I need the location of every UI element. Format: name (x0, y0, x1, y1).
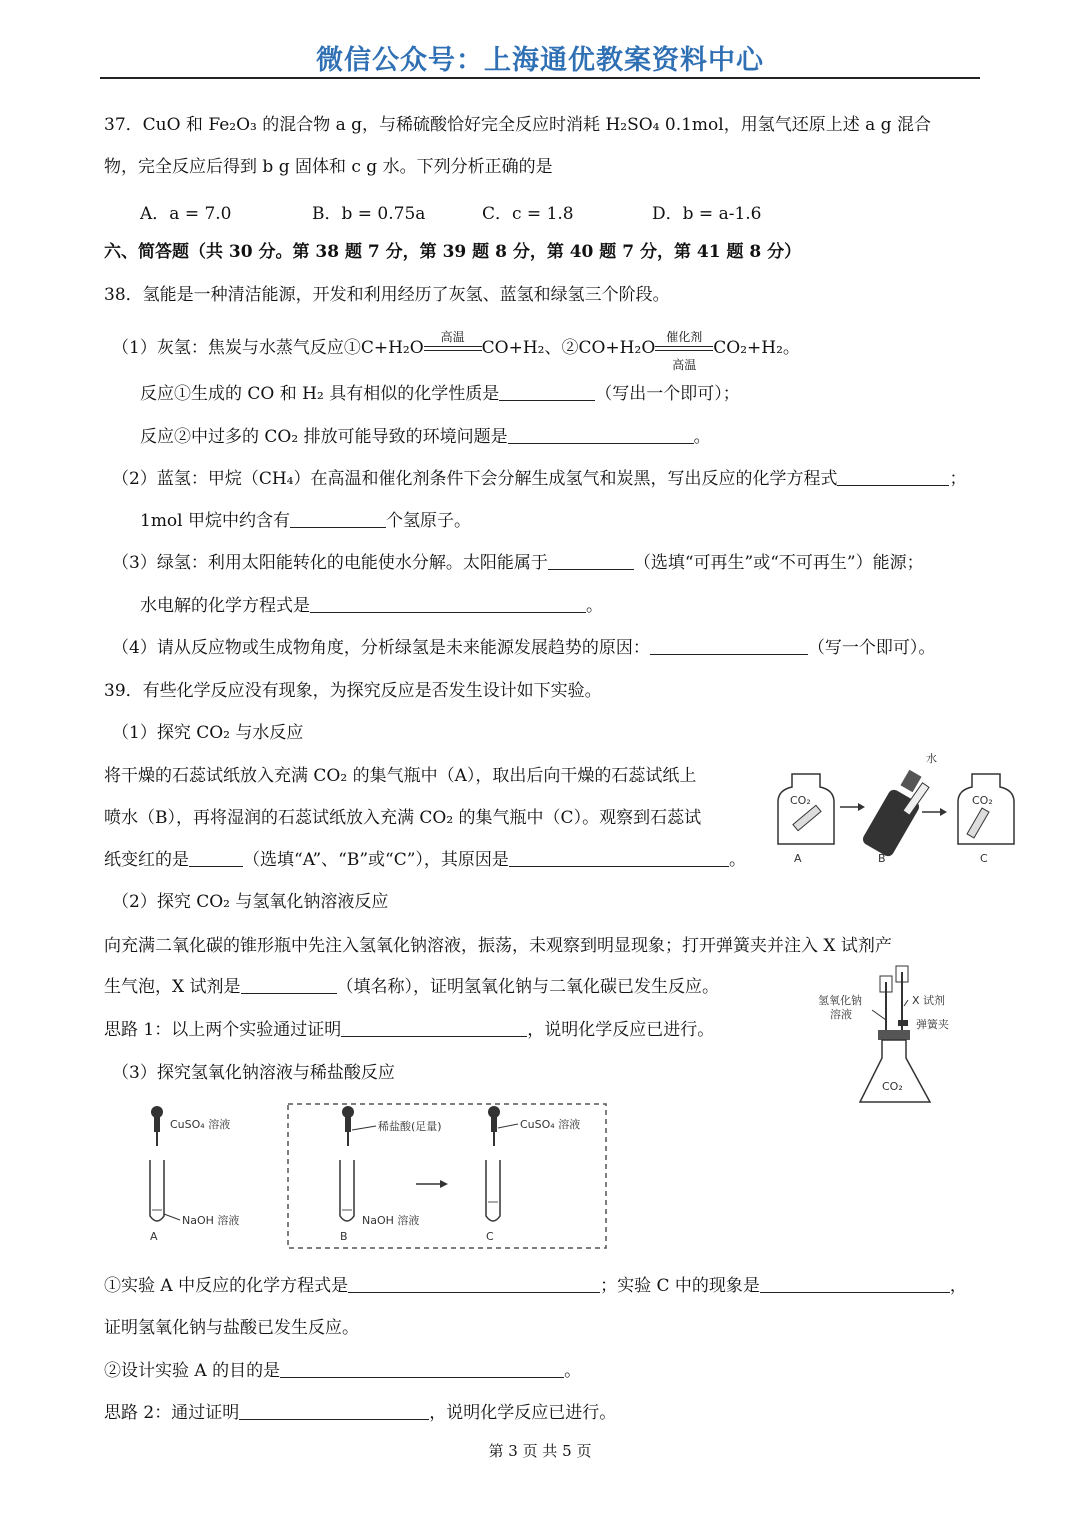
answer-blank[interactable] (650, 638, 808, 655)
condition-2-top: 催化剂 (666, 329, 703, 344)
spray-bottle (861, 752, 937, 858)
water-label: 水 (926, 752, 937, 765)
answer-blank[interactable] (548, 553, 634, 570)
figure-naoh-hcl-experiment (140, 1098, 620, 1253)
cuso4-pointer-c (498, 1124, 518, 1128)
q38-p1-suffix: CO₂+H₂。 (713, 338, 800, 358)
test-tube-a (150, 1160, 164, 1221)
q39-s3q1-tail: ， (949, 1276, 967, 1296)
test-tube-c-setup (486, 1106, 580, 1243)
label-b: B (878, 852, 886, 865)
q38-part2-b (140, 509, 471, 533)
dropper-a-body (154, 1116, 160, 1132)
q39-idea2-text: 思路 2：通过证明 (104, 1403, 240, 1423)
answer-blank[interactable] (280, 1361, 564, 1378)
q39-idea1-text: 思路 1：以上两个实验通过证明 (104, 1020, 342, 1040)
q39-idea1 (104, 1018, 714, 1042)
spring-clip (898, 1020, 908, 1026)
cuso4-label-c: CuSO₄ 溶液 (520, 1118, 581, 1131)
test-tube-b (340, 1160, 354, 1221)
q39-s2-tail: （填名称），证明氢氧化钠与二氧化碳已发生反应。 (336, 977, 720, 997)
naoh-label-a: NaOH 溶液 (182, 1214, 240, 1227)
q38-part3 (112, 551, 924, 575)
q38-part2 (112, 467, 966, 491)
q38-p2b-text: 1mol 甲烷中约含有 (140, 511, 291, 531)
q39-s2-text: 生气泡，X 试剂是 (104, 977, 241, 997)
q39-s3q1-text: ①实验 A 中反应的化学方程式是 (104, 1276, 349, 1296)
figure-naoh-co2-flask (812, 962, 982, 1112)
bottle-c-co2-label: CO₂ (972, 794, 993, 807)
q38-part1-equations (112, 329, 800, 372)
rubber-stopper (878, 1030, 910, 1040)
page-footer: 第 3 页 共 5 页 (488, 1442, 592, 1460)
naoh-pointer (872, 1010, 886, 1020)
q38-part3-b (140, 594, 603, 618)
q39-s1-mid: （选填“A”、“B”或“C”），其原因是 (243, 850, 509, 870)
x-pointer (904, 1000, 908, 1006)
answer-blank[interactable] (290, 511, 386, 528)
x-reagent-label: X 试剂 (912, 994, 946, 1007)
q39-s1-tail: 。 (728, 850, 746, 870)
answer-blank[interactable] (341, 1020, 527, 1037)
q38-p3-text: （3）绿氢：利用太阳能转化的电能使水分解。太阳能属于 (112, 553, 548, 573)
q38-p1a-text: 反应①生成的 CO 和 H₂ 具有相似的化学性质是 (140, 384, 500, 404)
flask-co2-label: CO₂ (882, 1080, 903, 1093)
litmus-paper-a (793, 805, 821, 830)
naoh-label-line2: 溶液 (830, 1008, 852, 1021)
label-tube-c: C (486, 1230, 494, 1243)
hcl-label: 稀盐酸(足量) (378, 1120, 442, 1133)
condition-arrow-1 (424, 329, 482, 358)
q39-idea1-tail: ，说明化学反应已进行。 (527, 1020, 715, 1040)
q39-sub3-q1-line2: 证明氢氧化钠与盐酸已发生反应。 (104, 1318, 359, 1338)
q37-option-b: B．b = 0.75a (312, 204, 426, 224)
litmus-paper-c (967, 808, 989, 838)
q38-p1-mid: CO+H₂、②CO+H₂O (481, 338, 656, 358)
test-tube-a-setup (150, 1106, 239, 1243)
answer-blank[interactable] (508, 427, 694, 444)
q39-sub1-line1: 将干燥的石蕊试纸放入充满 CO₂ 的集气瓶中（A），取出后向干燥的石蕊试纸上 (104, 766, 697, 786)
q38-p1-prefix: （1）灰氢：焦炭与水蒸气反应①C+H₂O (112, 338, 424, 358)
answer-blank[interactable] (837, 469, 949, 486)
q38-p1b-tail: 。 (693, 427, 711, 447)
header-rule (100, 77, 980, 79)
q39-sub2-title: （2）探究 CO₂ 与氢氧化钠溶液反应 (112, 892, 389, 912)
page-header-title: 微信公众号：上海通优教案资料中心 (316, 45, 764, 76)
q37-option-a: A．a = 7.0 (140, 204, 232, 224)
answer-blank[interactable] (241, 977, 337, 994)
q37-line1: 37．CuO 和 Fe₂O₃ 的混合物 a g，与稀硫酸恰好完全反应时消耗 H₂SO₄ 0.1mol，用氢气还原上述 a g 混合 (104, 115, 931, 135)
q39-sub2-line1: 向充满二氧化碳的锥形瓶中先注入氢氧化钠溶液，振荡，未观察到明显现象；打开弹簧夹并注入 X 试剂产 (104, 936, 892, 956)
q39-s1-text: 纸变红的是 (104, 850, 189, 870)
q38-p1a-tail: （写出一个即可）； (595, 384, 740, 404)
spring-clip-label: 弹簧夹 (916, 1018, 949, 1031)
q39-s3q2-text: ②设计实验 A 的目的是 (104, 1361, 281, 1381)
cuso4-label-a: CuSO₄ 溶液 (170, 1118, 231, 1131)
condition-1-top: 高温 (440, 329, 465, 344)
q38-part4 (112, 636, 935, 660)
q38-p2-text: （2）蓝氢：甲烷（CH₄）在高温和催化剂条件下会分解生成氢气和炭黑，写出反应的化学方程式 (112, 469, 838, 489)
q38-intro: 38．氢能是一种清洁能源，开发和利用经历了灰氢、蓝氢和绿氢三个阶段。 (104, 285, 670, 305)
answer-blank[interactable] (499, 384, 595, 401)
q37-option-c: C．c = 1.8 (482, 204, 574, 224)
q39-sub3-q2 (104, 1359, 581, 1383)
gas-bottle-a (778, 774, 834, 844)
q39-idea2-tail: ，说明化学反应已进行。 (429, 1403, 617, 1423)
q39-s3q1-mid: ；实验 C 中的现象是 (600, 1276, 760, 1296)
q39-sub2-line2 (104, 975, 719, 999)
condition-arrow-2 (655, 329, 713, 372)
section-6-title: 六、简答题（共 30 分。第 38 题 7 分，第 39 题 8 分，第 40 题 7 分，第 41 题 8 分） (104, 242, 802, 262)
q39-intro: 39．有些化学反应没有现象，为探究反应是否发生设计如下实验。 (104, 681, 602, 701)
naoh-pointer-a (164, 1214, 180, 1220)
gas-bottle-c (958, 774, 1014, 844)
q38-p3b-tail: 。 (586, 596, 603, 616)
label-a: A (794, 852, 802, 865)
label-c: C (980, 852, 988, 865)
arrow-b-c-head (440, 1180, 448, 1188)
q39-sub3-title: （3）探究氢氧化钠溶液与稀盐酸反应 (112, 1063, 395, 1083)
q37-line2: 物，完全反应后得到 b g 固体和 c g 水。下列分析正确的是 (104, 157, 553, 177)
label-tube-b: B (340, 1230, 348, 1243)
q38-p2-tail: ； (949, 469, 967, 489)
q38-part1-a (140, 382, 740, 406)
q39-idea2 (104, 1401, 616, 1425)
q39-sub3-q1 (104, 1274, 967, 1298)
answer-blank[interactable] (189, 850, 243, 867)
naoh-label-line1: 氢氧化钠 (818, 994, 862, 1007)
q38-p4-tail: （写一个即可）。 (807, 638, 936, 658)
dropper-b-body (345, 1116, 351, 1132)
dropper-c-body (491, 1116, 497, 1132)
q38-p3b-text: 水电解的化学方程式是 (140, 596, 310, 616)
test-tube-b-setup (340, 1106, 442, 1243)
q39-sub1-title: （1）探究 CO₂ 与水反应 (112, 723, 304, 743)
figure-co2-water-experiment (772, 752, 1022, 872)
answer-blank[interactable] (760, 1276, 950, 1293)
q38-p2b-tail: 个氢原子。 (386, 511, 472, 531)
q38-p3-tail: （选填“可再生”或“不可再生”）能源； (633, 553, 924, 573)
q38-p4-text: （4）请从反应物或生成物角度，分析绿氢是未来能源发展趋势的原因： (112, 638, 650, 658)
q39-sub1-line3 (104, 848, 746, 872)
q37-option-d: D．b = a-1.6 (652, 204, 762, 224)
q39-sub1-line2: 喷水（B），再将湿润的石蕊试纸放入充满 CO₂ 的集气瓶中（C）。观察到石蕊试 (104, 808, 702, 828)
arrow-a-b-head (858, 803, 865, 811)
answer-blank[interactable] (348, 1276, 600, 1293)
q38-p1b-text: 反应②中过多的 CO₂ 排放可能导致的环境问题是 (140, 427, 508, 447)
bottle-a-co2-label: CO₂ (790, 794, 811, 807)
answer-blank[interactable] (509, 850, 729, 867)
arrow-b-c-head (940, 808, 947, 816)
q39-s3q2-tail: 。 (564, 1361, 582, 1381)
answer-blank[interactable] (239, 1403, 429, 1420)
answer-blank[interactable] (310, 596, 586, 613)
test-tube-c (486, 1160, 500, 1221)
q38-part1-b (140, 425, 711, 449)
naoh-label-b: NaOH 溶液 (362, 1214, 420, 1227)
hcl-pointer (352, 1126, 376, 1130)
label-tube-a: A (150, 1230, 158, 1243)
condition-2-bottom: 高温 (672, 357, 697, 372)
